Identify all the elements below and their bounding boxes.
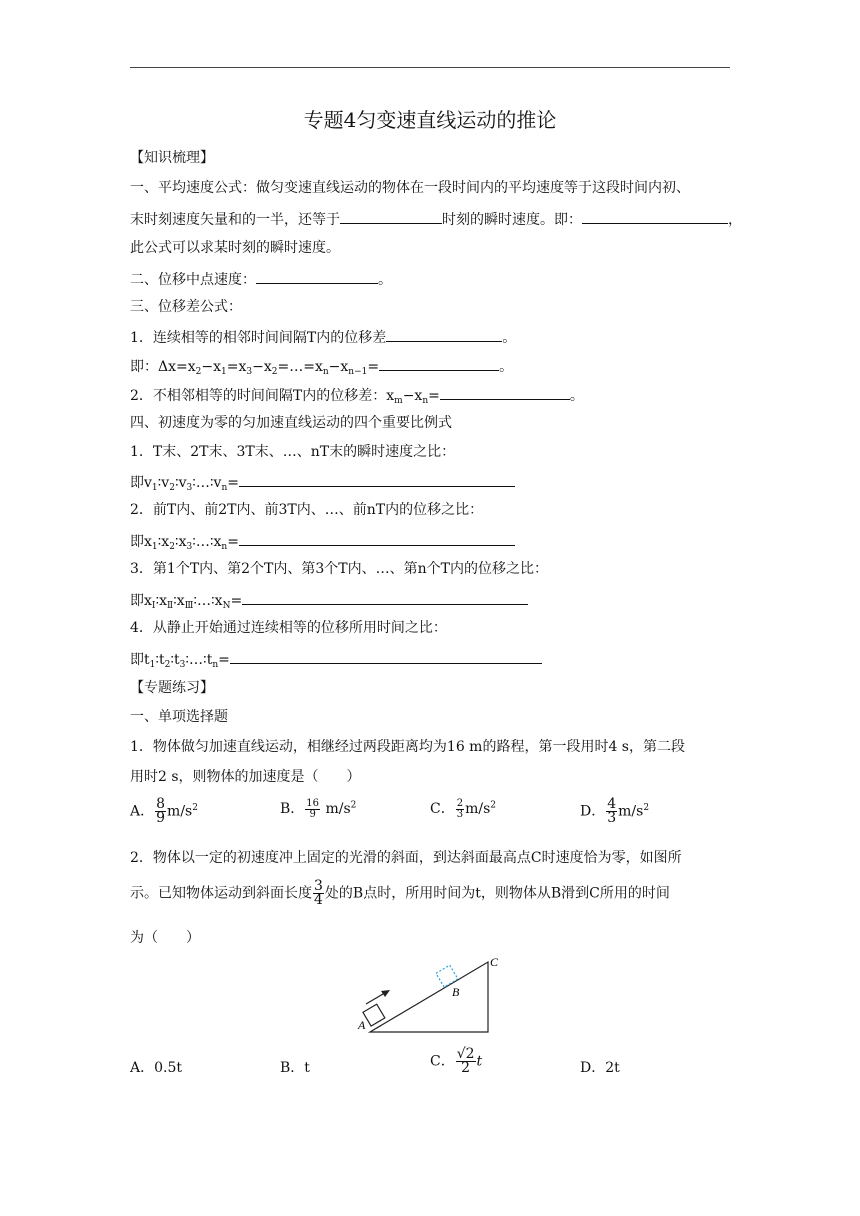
blank — [239, 530, 515, 546]
section1-line3: 此公式可以求某时刻的瞬时速度。 — [130, 240, 340, 256]
section4-eq4: 即$t_1∶t_2∶t_3∶\dots∶t_n=$ — [130, 648, 542, 675]
q1-option-a[interactable]: A． $\frac{8}{9}$ $m/s^2$ — [130, 796, 198, 826]
section3-header: 三、位移差公式： — [130, 299, 242, 315]
q2-line2: 示。已知物体运动到斜面长度 $\frac{3}{4}$ 处的B点时，所用时间为t，则物体从B滑到C所用的时间 — [130, 878, 670, 908]
section4-eq1: 即$v_1∶v_2∶v_3∶\dots∶v_n=$ — [130, 471, 515, 498]
q2-line3: 为（ ） — [130, 930, 200, 946]
practice-header: 【专题练习】 — [130, 680, 214, 696]
knowledge-header: 【知识梳理】 — [130, 150, 214, 166]
incline-triangle — [370, 962, 488, 1032]
q2-option-a[interactable]: A．0.5t — [130, 1060, 183, 1076]
blank — [340, 208, 442, 224]
q1-option-b[interactable]: B． $\frac{16}{9}$ $m/s^2$ — [280, 797, 357, 820]
blank — [386, 326, 502, 342]
section4-item1: 1．T末、2T末、3T末、…、nT末的瞬时速度之比： — [130, 444, 456, 460]
header-rule — [130, 67, 730, 68]
arrow-head — [381, 990, 390, 997]
label-a: A — [358, 1018, 366, 1032]
blank — [440, 384, 570, 400]
q2-option-d[interactable]: D．2t — [580, 1060, 620, 1076]
q1-line1: 1．物体做匀加速直线运动，相继经过两段距离均为16 m的路程，第一段用时4 s，第二段 — [130, 739, 685, 755]
section4-eq2: 即$x_1∶x_2∶x_3∶\dots∶x_n=$ — [130, 530, 515, 557]
page-title: 专题4匀变速直线运动的推论 — [303, 108, 557, 132]
section3-item2: 2．不相邻相等的时间间隔T内的位移差：$x_m-x_n=$ 。 — [130, 384, 584, 411]
section4-item2: 2．前T内、前2T内、前3T内、…、前nT内的位移之比： — [130, 502, 484, 518]
blank — [242, 589, 528, 605]
q2-line1: 2．物体以一定的初速度冲上固定的光滑的斜面，到达斜面最高点C时速度恰为零，如图所 — [130, 850, 682, 866]
section1-line1: 一、平均速度公式：做匀变速直线运动的物体在一段时间内的平均速度等于这段时间内初、 — [130, 180, 690, 196]
section1-line2: 末时刻速度矢量和的一半，还等于 时刻的瞬时速度。即： ， — [130, 208, 742, 230]
q2-option-c[interactable]: C． $\frac{√2}{2}$ t — [430, 1046, 483, 1076]
q1-option-c[interactable]: C． $\frac{2}{3}$ $m/s^2$ — [430, 797, 497, 820]
single-choice-header: 一、单项选择题 — [130, 709, 228, 725]
q2-option-b[interactable]: B．t — [280, 1060, 310, 1076]
blank — [239, 471, 515, 487]
incline-figure — [350, 950, 520, 1040]
q1-option-d[interactable]: D． $\frac{4}{3}$ $m/s^2$ — [580, 796, 650, 826]
block-a — [363, 1004, 385, 1026]
section3-item1: 1．连续相等的相邻时间间隔T内的位移差 。 — [130, 326, 516, 348]
block-b-dashed — [436, 965, 458, 987]
label-c: C — [490, 955, 499, 969]
label-b: B — [452, 985, 460, 999]
q1-line2: 用时2 s，则物体的加速度是（ ） — [130, 769, 361, 785]
section4-header: 四、初速度为零的匀加速直线运动的四个重要比例式 — [130, 415, 452, 431]
section2-line: 二、位移中点速度： 。 — [130, 268, 392, 290]
section4-item4: 4．从静止开始通过连续相等的位移所用时间之比： — [130, 620, 447, 636]
section3-formula: 即：$\Delta x=x_2-x_1=x_3-x_2=\dots=x_n-x_{n-1}=$ 。 — [130, 355, 513, 382]
blank — [256, 268, 378, 284]
blank — [230, 648, 542, 664]
blank — [379, 355, 499, 371]
section4-eq3: 即$x_Ⅰ∶x_Ⅱ∶x_Ⅲ∶\dots∶x_N=$ — [130, 589, 528, 616]
section4-item3: 3．第1个T内、第2个T内、第3个T内、…、第n个T内的位移之比： — [130, 561, 548, 577]
blank — [582, 208, 728, 224]
